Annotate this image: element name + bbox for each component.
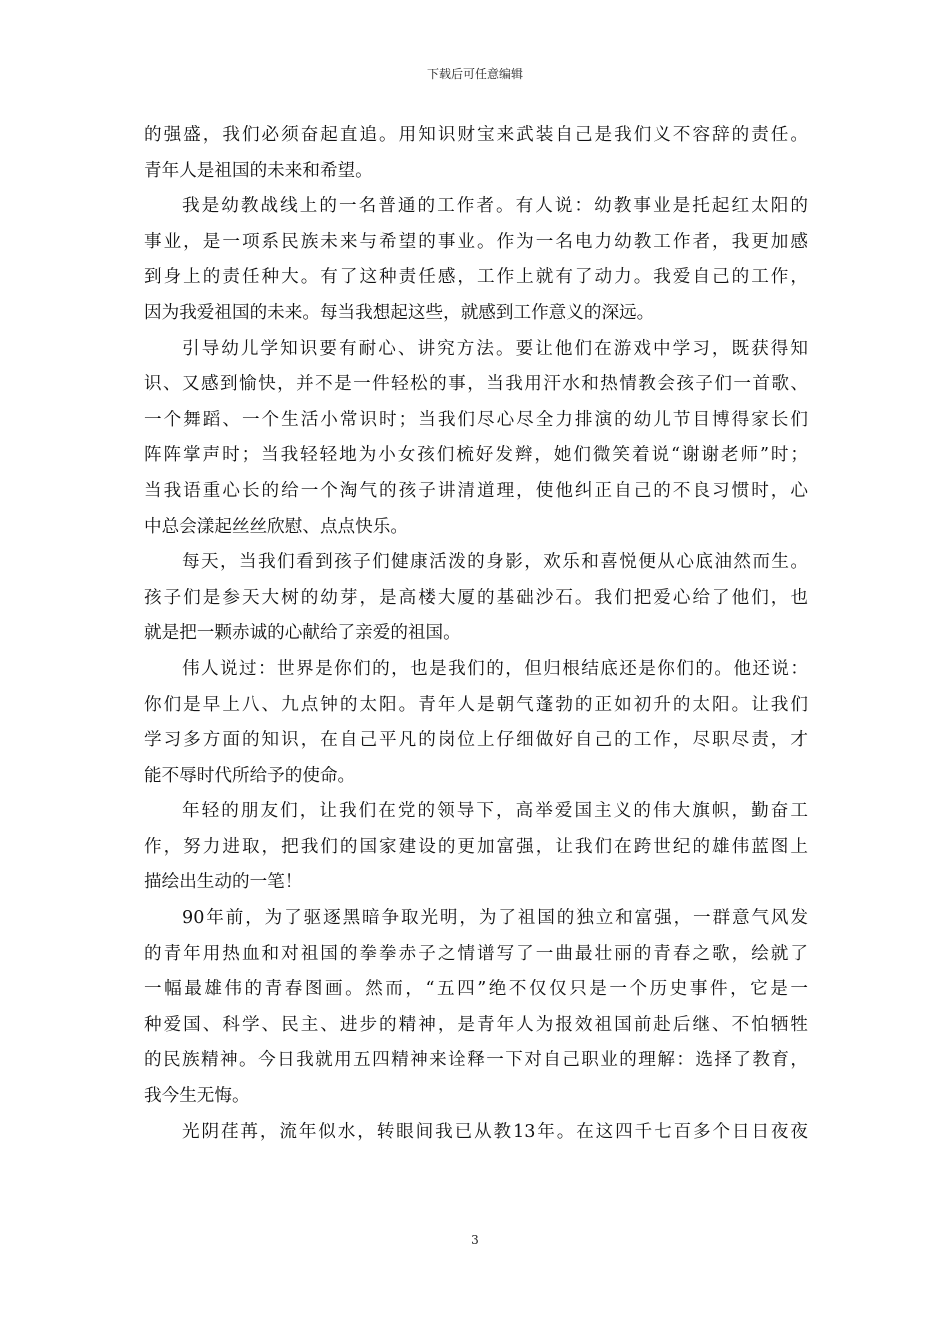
text-line: 阵阵掌声时；当我轻轻地为小女孩们梳好发辫，她们微笑着说“谢谢老师”时； bbox=[144, 445, 808, 466]
text-line: 学习多方面的知识，在自己平凡的岗位上仔细做好自己的工作，尽职尽责，才 bbox=[144, 730, 808, 751]
page-number: 3 bbox=[471, 1233, 479, 1247]
text-line: 的青年用热血和对祖国的拳拳赤子之情谱写了一曲最壮丽的青春之歌，绘就了 bbox=[144, 943, 808, 964]
text-line: 就是把一颗赤诚的心献给了亲爱的祖国。 bbox=[144, 623, 461, 644]
page-header: 下载后可任意编辑 bbox=[426, 67, 523, 81]
text-line: 能不辱时代所给予的使命。 bbox=[144, 765, 356, 786]
text-line: 引导幼儿学知识要有耐心、讲究方法。要让他们在游戏中学习，既获得知 bbox=[182, 338, 808, 359]
text-line: 的民族精神。今日我就用五四精神来诠释一下对自己职业的理解：选择了教育， bbox=[144, 1050, 808, 1071]
text-line: 识、又感到愉快，并不是一件轻松的事，当我用汗水和热情教会孩子们一首歌、 bbox=[144, 374, 808, 395]
text-line: 光阴荏苒，流年似水，转眼间我已从教13年。在这四千七百多个日日夜夜 bbox=[182, 1121, 808, 1142]
text-line: 我是幼教战线上的一名普通的工作者。有人说：幼教事业是托起红太阳的 bbox=[182, 196, 808, 217]
text-line: 青年人是祖国的未来和希望。 bbox=[144, 160, 373, 181]
text-line: 每天，当我们看到孩子们健康活泼的身影，欢乐和喜悦便从心底油然而生。 bbox=[182, 552, 808, 573]
text-line: 你们是早上八、九点钟的太阳。青年人是朝气蓬勃的正如初升的太阳。让我们 bbox=[144, 694, 808, 715]
text-line: 的强盛，我们必须奋起直追。用知识财宝来武装自己是我们义不容辞的责任。 bbox=[144, 125, 808, 145]
text-line: 一个舞蹈、一个生活小常识时；当我们尽心尽全力排演的幼儿节目博得家长们 bbox=[144, 409, 808, 430]
text-line: 伟人说过：世界是你们的，也是我们的，但归根结底还是你们的。他还说： bbox=[182, 658, 808, 679]
text-line: 作，努力进取，把我们的国家建设的更加富强，让我们在跨世纪的雄伟蓝图上 bbox=[144, 836, 808, 857]
text-line: 描绘出生动的一笔！ bbox=[144, 872, 303, 893]
text-line: 一幅最雄伟的青春图画。然而，“五四”绝不仅仅只是一个历史事件，它是一 bbox=[144, 979, 808, 1000]
text-line: 事业，是一项系民族未来与希望的事业。作为一名电力幼教工作者，我更加感 bbox=[144, 231, 808, 252]
text-line: 我今生无悔。 bbox=[144, 1086, 250, 1107]
text-line: 因为我爱祖国的未来。每当我想起这些，就感到工作意义的深远。 bbox=[144, 302, 655, 323]
text-line: 孩子们是参天大树的幼芽，是高楼大厦的基础沙石。我们把爱心给了他们，也 bbox=[144, 587, 808, 608]
text-line: 中总会漾起丝丝欣慰、点点快乐。 bbox=[144, 516, 408, 537]
document-body bbox=[144, 118, 808, 1150]
text-line: 到身上的责任种大。有了这种责任感，工作上就有了动力。我爱自己的工作， bbox=[144, 267, 808, 288]
text-line: 90年前，为了驱逐黑暗争取光明，为了祖国的独立和富强，一群意气风发 bbox=[182, 908, 808, 929]
text-line: 当我语重心长的给一个淘气的孩子讲清道理，使他纠正自己的不良习惯时，心 bbox=[144, 480, 808, 501]
text-line: 年轻的朋友们，让我们在党的领导下，高举爱国主义的伟大旗帜，勤奋工 bbox=[182, 801, 808, 822]
text-line: 种爱国、科学、民主、进步的精神，是青年人为报效祖国前赴后继、不怕牺牲 bbox=[144, 1014, 808, 1035]
